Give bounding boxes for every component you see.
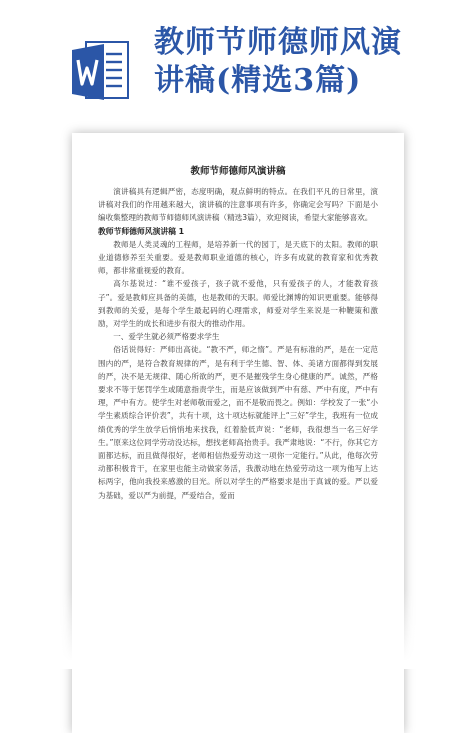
section-heading-1: 教师节师德师风演讲稿 1 <box>98 226 185 236</box>
document-title-heading <box>154 24 454 100</box>
paragraph-2: 高尔基说过：“谁不爱孩子，孩子就不爱他，只有爱孩子的人，才能教育孩子”。爱是教师应具备的美德，也是教师的天职。师爱比渊博的知识更重要。能够得到教师的关爱，是每个学生最起码的心理需求，师爱对学生来说是一种鞭策和激励，对学生的成长和进步有很大的推动作用。 <box>98 279 378 329</box>
title-line-2: 讲稿(精选3篇) <box>154 63 362 98</box>
paragraph-3: 俗话说得好：严师出高徒。“教不严，师之惰”。严是有标准的严，是在一定范围内的严，是符合教育规律的严，是有利于学生德、智、体、美诸方面都得到发展的严，决不是无规律、随心所欲的严，更不是摧残学生身心健康的严。诚然，严格要求不等于惩罚学生或随意指责学生，而是应该做到严中有慈、严中有度，严中有理，严中有方。使学生对老师敬而爱之，而不是敬而畏之。例如：学校发了一张“小学生素质综合评价表”，共有十项，这十项达标就能评上“三好”学生，我班有一位成绩优秀的学生放学后悄悄地来找我，红着脸低声说：“老师，我很想当一名三好学生。”原来这位同学劳动没达标，想找老师高抬贵手。我严肃地说：“不行，你其它方面都达标，而且做得很好，老师相信热爱劳动这一项你一定能行。”从此，他每次劳动都积极肯干，在家里也能主动做家务活，我激动地在热爱劳动这一项为他写上达标两字，他向我投来感激的目光。所以对学生的严格要求是出于真诚的爱。严以爱为基础，爱以严为前提，严爱结合，爱而 <box>98 345 378 500</box>
intro-paragraph: 演讲稿具有逻辑严密，态度明确，观点鲜明的特点。在我们平凡的日常里，演讲稿对我们的作用越来越大，演讲稿的注意事项有许多，你确定会写吗？下面是小编收集整理的教师节师德师风演讲稿（精选3篇），欢迎阅读，希望大家能够喜欢。 <box>98 187 378 223</box>
page-title: 教师节师德师风演讲稿 <box>190 166 286 177</box>
paragraph-1: 教师是人类灵魂的工程师，是培养新一代的园丁，是天底下的太阳。教师的职业道德修养至关重要。爱是教师职业道德的核心，许多有成就的教育家和优秀教师，都非常重视爱的教育。 <box>98 239 378 276</box>
bottom-fade <box>0 589 474 669</box>
header <box>0 0 474 118</box>
word-icon <box>72 40 130 104</box>
title-line-1: 教师节师德师风演 <box>154 25 402 60</box>
subheading-1: 一、爱学生就必须严格要求学生 <box>113 332 220 342</box>
